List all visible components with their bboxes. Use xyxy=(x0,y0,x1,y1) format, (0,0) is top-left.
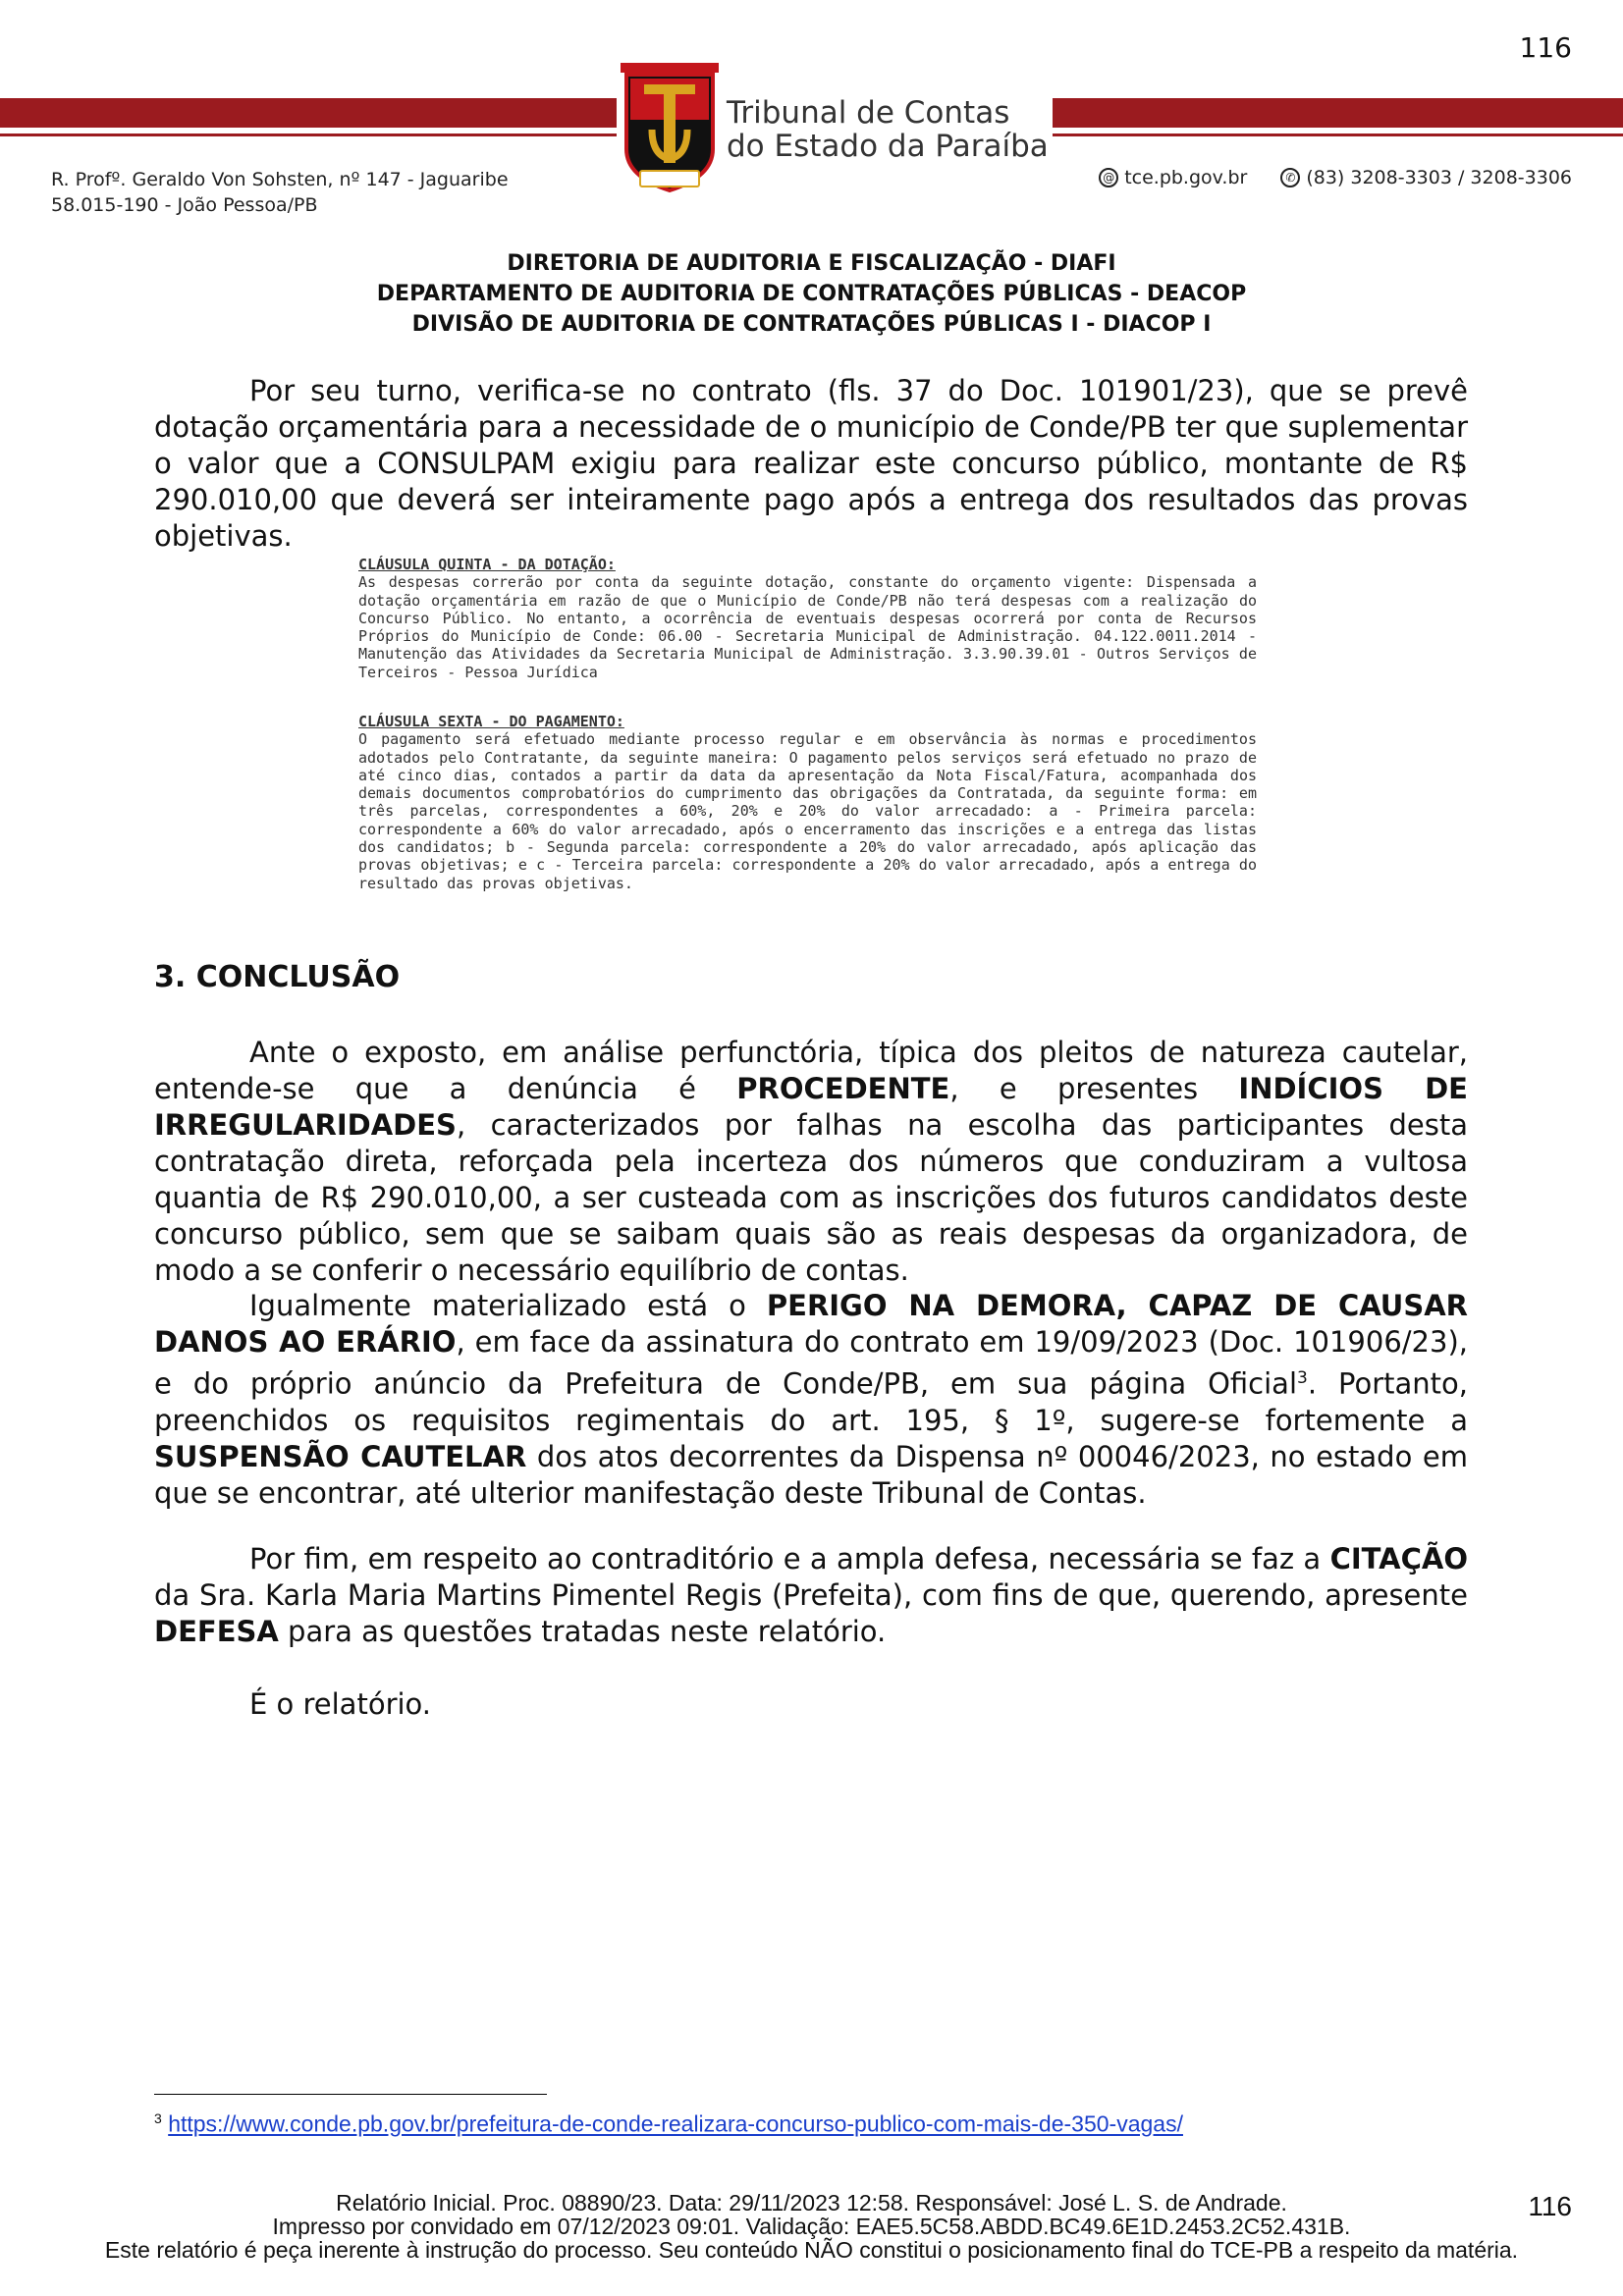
conclusion-p2-text: Igualmente materializado está o PERIGO NA DEMORA, CAPAZ DE CAUSAR DANOS AO ERÁRIO, em face da assinatura do contrato em 19/09/2023 (Doc. 101906/23), e do próprio anúncio da Prefeitura de Conde/PB, em sua página Oficial$^3$. Portanto, preenchidos os requisitos regimentais do art. 195, § 1º, sugere-se fortemente a SUSPENSÃO CAUTELAR dos atos decorrentes da Dispensa nº 00046/2023, no estado em que se encontrar, até ulterior manifestação deste Tribunal de Contas. xyxy=(154,1289,1469,1510)
clause-quinta xyxy=(358,556,1257,681)
clause-heading: CLÁUSULA SEXTA - DO PAGAMENTO: xyxy=(358,713,624,730)
whatsapp-icon: ✆ xyxy=(1280,168,1300,187)
clause-heading: CLÁUSULA QUINTA - DA DOTAÇÃO: xyxy=(358,556,616,573)
address-line2: 58.015-190 - João Pessoa/PB xyxy=(51,194,318,216)
department-line-2: DEPARTAMENTO DE AUDITORIA DE CONTRATAÇÕES PÚBLICAS - DEACOP xyxy=(376,282,1247,306)
defesa-bold: DEFESA xyxy=(154,1615,279,1648)
intro-text: Por seu turno, verifica-se no contrato (fls. 37 do Doc. 101901/23), que se prevê dotação orçamentária para a necessidade de o município de Conde/PB ter que suplementar o valor que a CONSULPAM exigiu para realizar este concurso público, montante de R$ 290.010,00 que deverá ser inteiramente pago após a entrega dos resultados das provas objetivas. xyxy=(154,374,1468,553)
section-title: 3. CONCLUSÃO xyxy=(154,960,401,994)
footnote-ref[interactable]: 3 xyxy=(1297,1368,1308,1388)
procedente-bold: PROCEDENTE xyxy=(736,1072,950,1105)
website-item xyxy=(1099,167,1247,188)
footer-line1: Relatório Inicial. Proc. 08890/23. Data: 29/11/2023 12:58. Responsável: José L. S. de Andrade. xyxy=(336,2190,1287,2216)
suspensao-bold: SUSPENSÃO CAUTELAR xyxy=(154,1439,527,1473)
conclusion-p3-text: Por fim, em respeito ao contraditório e a ampla defesa, necessária se faz a CITAÇÃO da Sra. Karla Maria Martins Pimentel Regis (Prefeita), com fins de que, querendo, apresente DEFESA para as questões tratadas neste relatório. xyxy=(154,1542,1468,1648)
phone-item xyxy=(1280,167,1572,188)
clause-text: O pagamento será efetuado mediante processo regular e em observância às normas e procedimentos adotados pelo Contratante, da seguinte maneira: O pagamento pelos serviços será efetuado no prazo de até cinco dias, contados a partir da data da apresentação da Nota Fiscal/Fatura, acompanhada dos demais documentos comprobatórios do cumprimento das obrigações da Contratada, da seguinte forma: em três parcelas, correspondentes a 60%, 20% e 20% do valor arrecadado: a - Primeira parcela: correspondente a 60% do valor arrecadado, após o encerramento das inscrições e a entrega das listas dos candidatos; b - Segunda parcela: correspondente a 20% do valor arrecadado, após aplicação das provas objetivas; e c - Terceira parcela: correspondente a 20% do valor arrecadado, após a entrega do resultado das provas objetivas. xyxy=(358,730,1257,892)
footnote-separator xyxy=(154,2094,547,2095)
tce-shield-icon xyxy=(617,61,723,198)
footer-line2: Impresso por convidado em 07/12/2023 09:01. Validação: EAE5.5C58.ABDD.BC49.6E1D.2453.2C52.431B. xyxy=(272,2214,1351,2239)
department-line-3: DIVISÃO DE AUDITORIA DE CONTRATAÇÕES PÚBLICAS I - DIACOP I xyxy=(411,312,1212,337)
page-number-top: 116 xyxy=(1519,31,1572,64)
page-number-bottom: 116 xyxy=(1528,2191,1572,2221)
address-line1: R. Profº. Geraldo Von Sohsten, nº 147 - Jaguaribe xyxy=(51,169,509,190)
indicios-bold: INDÍCIOS DE IRREGULARIDADES xyxy=(154,1072,1468,1142)
at-icon: @ xyxy=(1099,168,1118,187)
address-block xyxy=(51,167,509,218)
clause-text: As despesas correrão por conta da seguinte dotação, constante do orçamento vigente: Dispensada a dotação orçamentária em razão de que o Município de Conde/PB não terá despesas com a realização do Concurso Público. No entanto, a ocorrência de eventuais despesas ocorrerá por conta de Recursos Próprios do Município de Conde: 06.00 - Secretaria Municipal de Administração. 04.122.0011.2014 - Manutenção das Atividades da Secretaria Municipal de Administração. 3.3.90.39.01 - Outros Serviços de Terceiros - Pessoa Jurídica xyxy=(358,573,1257,681)
conclusion-paragraph-3 xyxy=(154,1541,1468,1650)
department-line-1: DIRETORIA DE AUDITORIA E FISCALIZAÇÃO - DIAFI xyxy=(507,251,1116,276)
org-name-line1: Tribunal de Contas xyxy=(727,95,1010,131)
footnote xyxy=(154,2110,1183,2138)
department-headings xyxy=(0,248,1623,340)
org-name xyxy=(723,96,1053,163)
footnote-mark: 3 xyxy=(154,2110,162,2126)
perigo-bold: PERIGO NA DEMORA, CAPAZ DE CAUSAR DANOS AO ERÁRIO xyxy=(154,1289,1468,1359)
page-footer xyxy=(0,2191,1623,2262)
tce-logo xyxy=(617,61,723,198)
conclusion-paragraph-4 xyxy=(154,1686,1468,1723)
conclusion-paragraph-2 xyxy=(154,1288,1468,1512)
citacao-bold: CITAÇÃO xyxy=(1329,1542,1468,1575)
org-name-line2: do Estado da Paraíba xyxy=(727,129,1049,164)
footnote-link[interactable]: https://www.conde.pb.gov.br/prefeitura-de-conde-realizara-concurso-publico-com-mais-de-350-vagas/ xyxy=(168,2110,1183,2137)
phone-text: (83) 3208-3303 / 3208-3306 xyxy=(1306,167,1572,188)
footer-line3: Este relatório é peça inerente à instrução do processo. Seu conteúdo NÃO constitui o posicionamento final do TCE-PB a respeito da matéria. xyxy=(104,2237,1519,2263)
conclusion-paragraph-1 xyxy=(154,1035,1468,1289)
clause-sexta xyxy=(358,713,1257,892)
website-text: tce.pb.gov.br xyxy=(1124,167,1248,188)
intro-paragraph xyxy=(154,373,1468,555)
closing-text: É o relatório. xyxy=(249,1687,432,1721)
contact-block xyxy=(1099,167,1572,188)
conclusion-p1-text: Ante o exposto, em análise perfunctória, típica dos pleitos de natureza cautelar, entende-se que a denúncia é PROCEDENTE, e presentes INDÍCIOS DE IRREGULARIDADES, caracterizados por falhas na escolha das participantes desta contratação direta, reforçada pela incerteza dos números que conduziram a vultosa quantia de R$ 290.010,00, a ser custeada com as inscrições dos futuros candidatos deste concurso público, sem que se saibam quais são as reais despesas da organizadora, de modo a se conferir o necessário equilíbrio de contas. xyxy=(154,1036,1468,1287)
